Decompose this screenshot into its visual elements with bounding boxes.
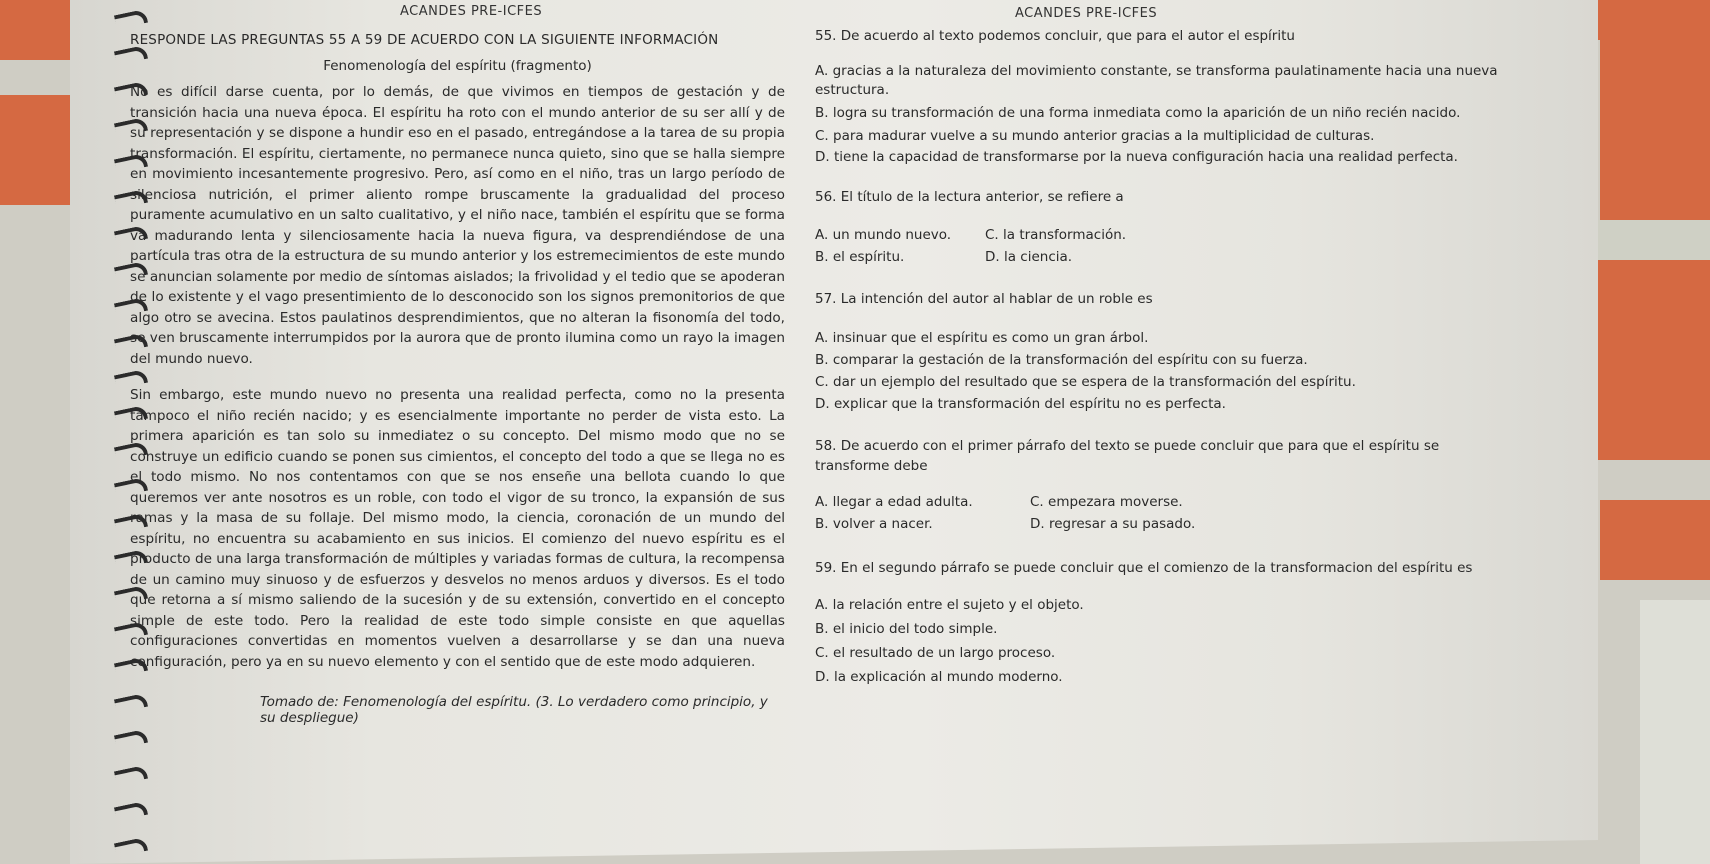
option-c: C. el resultado de un largo proceso. xyxy=(815,645,1056,661)
option-c: C. dar un ejemplo del resultado que se espera de la transformación del espíritu. xyxy=(815,374,1356,390)
option-b: B. comparar la gestación de la transformación del espíritu con su fuerza. xyxy=(815,352,1308,368)
reading-column xyxy=(130,32,785,740)
option-d: D. la explicación al mundo moderno. xyxy=(815,669,1063,685)
question-text: 58. De acuerdo con el primer párrafo del texto se puede concluir que para que el espíritu se transforme debe xyxy=(815,438,1440,474)
option-b: B. el espíritu. xyxy=(815,249,905,265)
paragraph-1: No es difícil darse cuenta, por lo demás, de que vivimos en tiempos de gestación y de transición hacia una nueva época. El espíritu ha roto con el mundo anterior de su ser allí y de su representación y se dispone a hundir eso en el pasado, entregándose a la tarea de su propia transformación. El espíritu, ciertamente, no permanece nunca quieto, sino que se halla siempre en movimiento incesantemente progresivo. Pero, así como en el niño, tras un largo período de silenciosa nutrición, el primer aliento rompe bruscamente la gradualidad del proceso puramente acumulativo en un salto cualitativo, y el niño nace, también el espíritu que se forma va madurando lenta y silenciosamente hacia la nueva figura, va desprendiéndose de una partícula tras otra de la estructura de su mundo anterior y los estremecimientos de este mundo se anuncian solamente por medio de síntomas aislados; la frivolidad y el tedio que se apoderan de lo existente y el vago presentimiento de lo desconocido son los signos premonitorios de que algo otro se avecina. Estos paulatinos desprendimientos, que no alteran la fisonomía del todo, se ven bruscamente interrumpidos por la aurora que de pronto ilumina como un rayo la imagen del mundo nuevo. xyxy=(130,84,785,367)
question-text: 55. De acuerdo al texto podemos concluir, que para el autor el espíritu xyxy=(815,28,1295,44)
option-d: D. la ciencia. xyxy=(985,249,1073,265)
question-text: 59. En el segundo párrafo se puede concluir que el comienzo de la transformacion del espíritu es xyxy=(815,560,1473,576)
option-d: D. explicar que la transformación del espíritu no es perfecta. xyxy=(815,396,1226,412)
option-b: B. el inicio del todo simple. xyxy=(815,621,998,637)
reading-title: Fenomenología del espíritu (fragmento) xyxy=(323,58,592,74)
option-a: A. gracias a la naturaleza del movimiento constante, se transforma paulatinamente hacia una nueva estructura. xyxy=(815,63,1498,98)
option-a: A. un mundo nuevo. xyxy=(815,227,952,243)
instructions: RESPONDE LAS PREGUNTAS 55 A 59 DE ACUERDO CON LA SIGUIENTE INFORMACIÓN xyxy=(130,32,719,48)
option-b: B. logra su transformación de una forma inmediata como la aparición de un niño recién nacido. xyxy=(815,105,1461,121)
questions-column xyxy=(815,26,1515,687)
option-d: D. tiene la capacidad de transformarse por la nueva configuración hacia una realidad perfecta. xyxy=(815,149,1458,165)
question-text: 56. El título de la lectura anterior, se refiere a xyxy=(815,189,1124,205)
option-a: A. llegar a edad adulta. xyxy=(815,494,973,510)
option-c: C. la transformación. xyxy=(985,227,1127,243)
option-c: C. empezara moverse. xyxy=(1030,494,1183,510)
header-right: ACANDES PRE-ICFES xyxy=(1015,6,1158,21)
source-citation: Tomado de: Fenomenología del espíritu. (3. Lo verdadero como principio, y su despliegue) xyxy=(260,694,768,726)
question-55 xyxy=(815,26,1515,167)
question-57 xyxy=(815,289,1515,414)
question-58 xyxy=(815,436,1515,532)
option-a: A. la relación entre el sujeto y el objeto. xyxy=(815,597,1084,613)
option-c: C. para madurar vuelve a su mundo anterior gracias a la multiplicidad de culturas. xyxy=(815,128,1375,144)
question-text: 57. La intención del autor al hablar de un roble es xyxy=(815,291,1153,307)
paragraph-2: Sin embargo, este mundo nuevo no presenta una realidad perfecta, como no la presenta tampoco el niño recién nacido; y es esencialmente importante no perder de vista esto. La primera aparición es tan solo su inmediatez o su concepto. Del mismo modo que no se construye un edificio cuando se ponen sus cimientos, el concepto del todo a que se llega no es el todo mismo. No nos contentamos con que se nos enseñe una bellota cuando lo que queremos ver ante nosotros es un roble, con todo el vigor de su tronco, la expansión de sus ramas y la masa de su follaje. Del mismo modo, la ciencia, coronación de un mundo del espíritu, no encuentra su acabamiento en sus inicios. El comienzo del nuevo espíritu es el producto de una larga transformación de múltiples y variadas formas de cultura, la recompensa de un camino muy sinuoso y de esfuerzos y desvelos no menos arduos y diversos. Es el todo que retorna a sí mismo saliendo de la sucesión y de su extensión, convertido en el concepto simple de este todo. Pero la realidad de este todo simple consiste en que aquellas configuraciones convertidas en momentos vuelven a desarrollarse y se dan una nueva configuración, pero ya en su nuevo elemento y con el sentido que de este modo adquieren. xyxy=(130,387,785,670)
option-d: D. regresar a su pasado. xyxy=(1030,516,1196,532)
option-a: A. insinuar que el espíritu es como un gran árbol. xyxy=(815,330,1149,346)
question-56 xyxy=(815,187,1515,265)
header-left: ACANDES PRE-ICFES xyxy=(400,4,543,19)
question-59 xyxy=(815,558,1515,687)
option-b: B. volver a nacer. xyxy=(815,516,933,532)
